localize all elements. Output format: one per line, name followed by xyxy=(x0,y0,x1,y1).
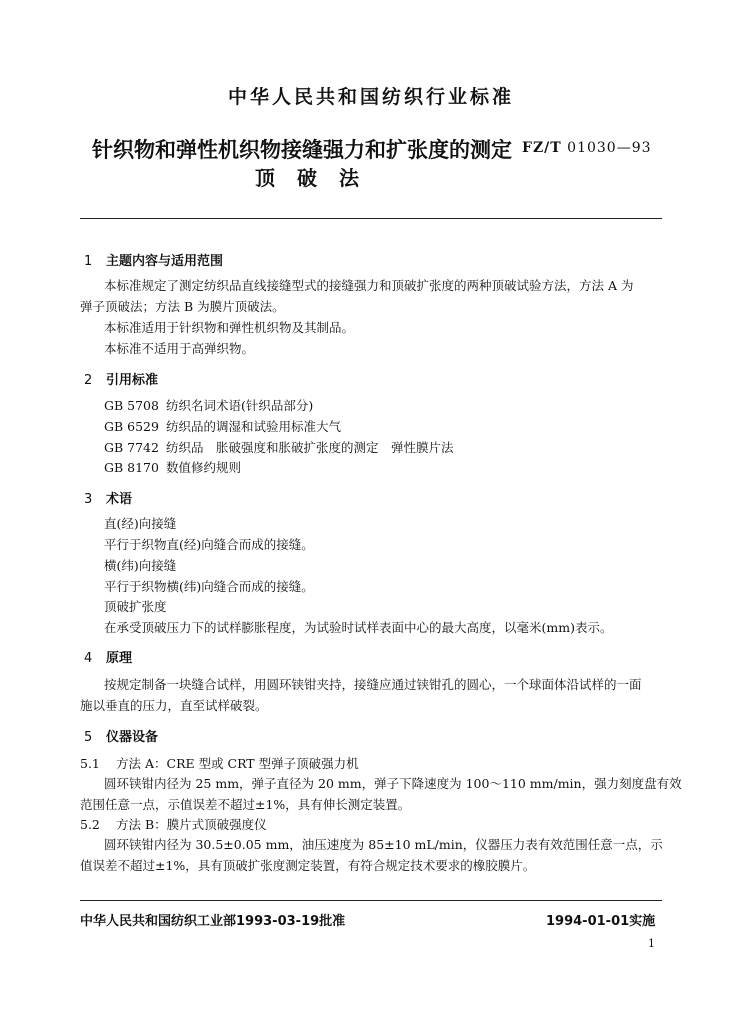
paragraph: 本标准规定了测定纺织品直线接缝型式的接缝强力和顶破扩张度的两种顶破试验方法，方法 A 为 xyxy=(104,278,634,293)
section-number: 5 xyxy=(84,730,93,745)
standard-prefix: FZ/T xyxy=(522,140,562,156)
reference-code: GB 6529 xyxy=(104,419,159,434)
paragraph: 本标准适用于针织物和弹性机织物及其制品。 xyxy=(104,320,355,335)
section-title: 主题内容与适用范围 xyxy=(106,254,224,269)
reference-code: GB 7742 xyxy=(104,440,159,455)
paragraph: 圆环铗钳内径为 30.5±0.05 mm，油压速度为 85±10 mL/min，仪器压力表有效范围任意一点，示 xyxy=(104,837,663,852)
reference-code: GB 5708 xyxy=(104,398,159,413)
page-number: 1 xyxy=(648,937,655,950)
section-title: 原理 xyxy=(106,651,133,666)
term: 直(经)向接缝 xyxy=(104,516,177,531)
section-title: 仪器设备 xyxy=(106,730,159,745)
reference-item xyxy=(104,439,454,456)
term: 横(纬)向接缝 xyxy=(104,558,177,573)
section-number: 3 xyxy=(84,492,93,507)
header-divider xyxy=(80,218,662,219)
section-title: 引用标准 xyxy=(106,373,159,388)
subsection-title: 方法 B：膜片式顶破强度仪 xyxy=(116,817,267,832)
document-title: 针织物和弹性机织物接缝强力和扩张度的测定 xyxy=(92,138,512,162)
section-5-heading xyxy=(84,726,158,745)
term: 顶破扩张度 xyxy=(104,599,167,614)
section-number: 2 xyxy=(84,373,93,388)
section-title: 术语 xyxy=(106,492,133,507)
subsection-title: 方法 A：CRE 型或 CRT 型弹子顶破强力机 xyxy=(116,756,359,771)
subsection-5-1-heading xyxy=(80,754,359,772)
standard-number xyxy=(522,140,652,156)
footer-divider xyxy=(80,900,662,901)
reference-name: 纺织名词术语(针织品部分) xyxy=(166,398,314,413)
section-number: 4 xyxy=(84,651,93,666)
term-definition: 平行于织物横(纬)向缝合而成的接缝。 xyxy=(104,579,314,594)
section-2-heading xyxy=(84,369,158,388)
paragraph-continued: 值误差不超过±1%，具有顶破扩张度测定装置，有符合规定技术要求的橡胶膜片。 xyxy=(80,858,536,873)
paragraph: 本标准不适用于高弹织物。 xyxy=(104,341,255,356)
section-4-heading xyxy=(84,647,132,666)
subsection-number: 5.2 xyxy=(80,817,100,832)
issuing-agency: 中华人民共和国纺织行业标准 xyxy=(227,86,514,108)
reference-name: 数值修约规则 xyxy=(166,460,242,475)
paragraph-continued: 弹子顶破法；方法 B 为膜片顶破法。 xyxy=(80,299,285,314)
term-definition: 在承受顶破压力下的试样膨胀程度，为试验时试样表面中心的最大高度，以毫米(mm)表示。 xyxy=(104,620,613,635)
paragraph: 圆环铗钳内径为 25 mm，弹子直径为 20 mm，弹子下降速度为 100～110 mm/min，强力刻度盘有效 xyxy=(104,776,682,791)
paragraph-continued: 范围任意一点，示值误差不超过±1%，具有伸长测定装置。 xyxy=(80,797,411,812)
reference-name: 纺织品 胀破强度和胀破扩张度的测定 弹性膜片法 xyxy=(166,440,454,455)
paragraph: 按规定制备一块缝合试样，用圆环铗钳夹持，接缝应通过铗钳孔的圆心，一个球面体沿试样的一面 xyxy=(104,677,642,692)
term-definition: 平行于织物直(经)向缝合而成的接缝。 xyxy=(104,537,314,552)
reference-name: 纺织品的调湿和试验用标准大气 xyxy=(166,419,342,434)
document-subtitle: 顶破法 xyxy=(255,166,381,190)
reference-item xyxy=(104,397,313,414)
section-1-heading xyxy=(84,250,223,269)
approval-line: 中华人民共和国纺织工业部1993-03-19批准 xyxy=(80,914,346,929)
reference-item xyxy=(104,418,341,435)
section-3-heading xyxy=(84,488,132,507)
standard-code: 01030—93 xyxy=(567,140,652,156)
reference-item xyxy=(104,459,241,476)
subsection-number: 5.1 xyxy=(80,756,100,771)
reference-code: GB 8170 xyxy=(104,460,159,475)
effective-date: 1994-01-01实施 xyxy=(546,914,656,929)
subsection-5-2-heading xyxy=(80,815,267,833)
section-number: 1 xyxy=(84,254,93,269)
paragraph-continued: 施以垂直的压力，直至试样破裂。 xyxy=(80,698,268,713)
